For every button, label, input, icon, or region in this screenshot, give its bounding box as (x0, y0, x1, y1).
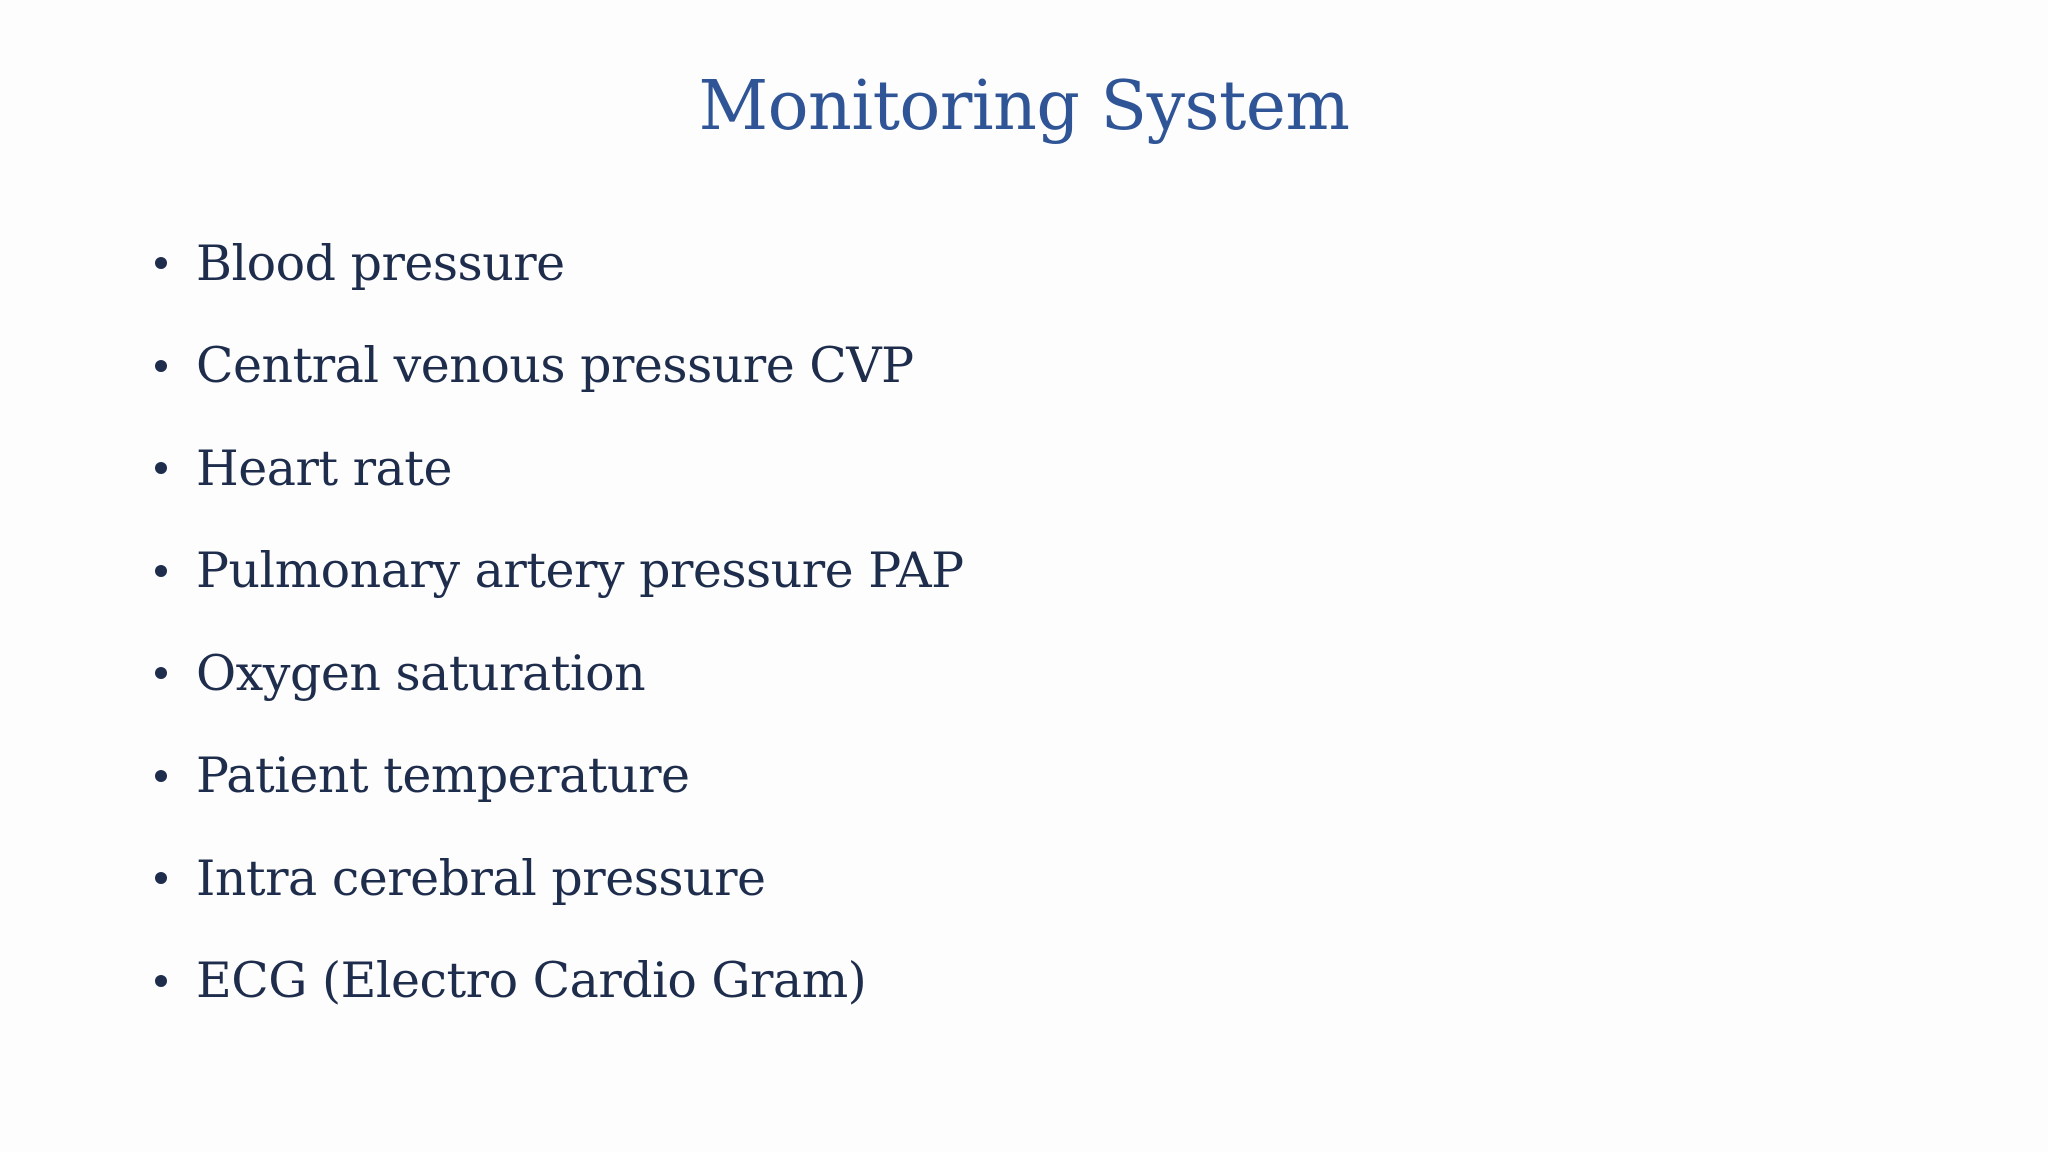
list-item (155, 417, 964, 520)
bullet-icon (155, 257, 167, 269)
bullet-icon (155, 667, 167, 679)
list-item (155, 827, 964, 930)
bullet-icon (155, 360, 167, 372)
bullet-icon (155, 565, 167, 577)
list-item-text: Pulmonary artery pressure PAP (196, 542, 964, 600)
list-item (155, 212, 964, 315)
list-item-text: Oxygen saturation (196, 644, 646, 702)
list-item (155, 930, 964, 1033)
list-item-text: ECG (Electro Cardio Gram) (196, 952, 867, 1010)
list-item (155, 622, 964, 725)
bullet-icon (155, 975, 167, 987)
slide-title: Monitoring System (698, 67, 1350, 146)
list-item-text: Blood pressure (196, 234, 565, 292)
list-item-text: Heart rate (196, 439, 452, 497)
list-item (155, 725, 964, 828)
list-item-text: Central venous pressure CVP (196, 337, 914, 395)
list-item (155, 315, 964, 418)
list-item-text: Intra cerebral pressure (196, 849, 766, 907)
bullet-icon (155, 872, 167, 884)
bullet-icon (155, 770, 167, 782)
bullet-icon (155, 462, 167, 474)
bullet-list (155, 212, 964, 1032)
list-item (155, 520, 964, 623)
list-item-text: Patient temperature (196, 747, 690, 805)
